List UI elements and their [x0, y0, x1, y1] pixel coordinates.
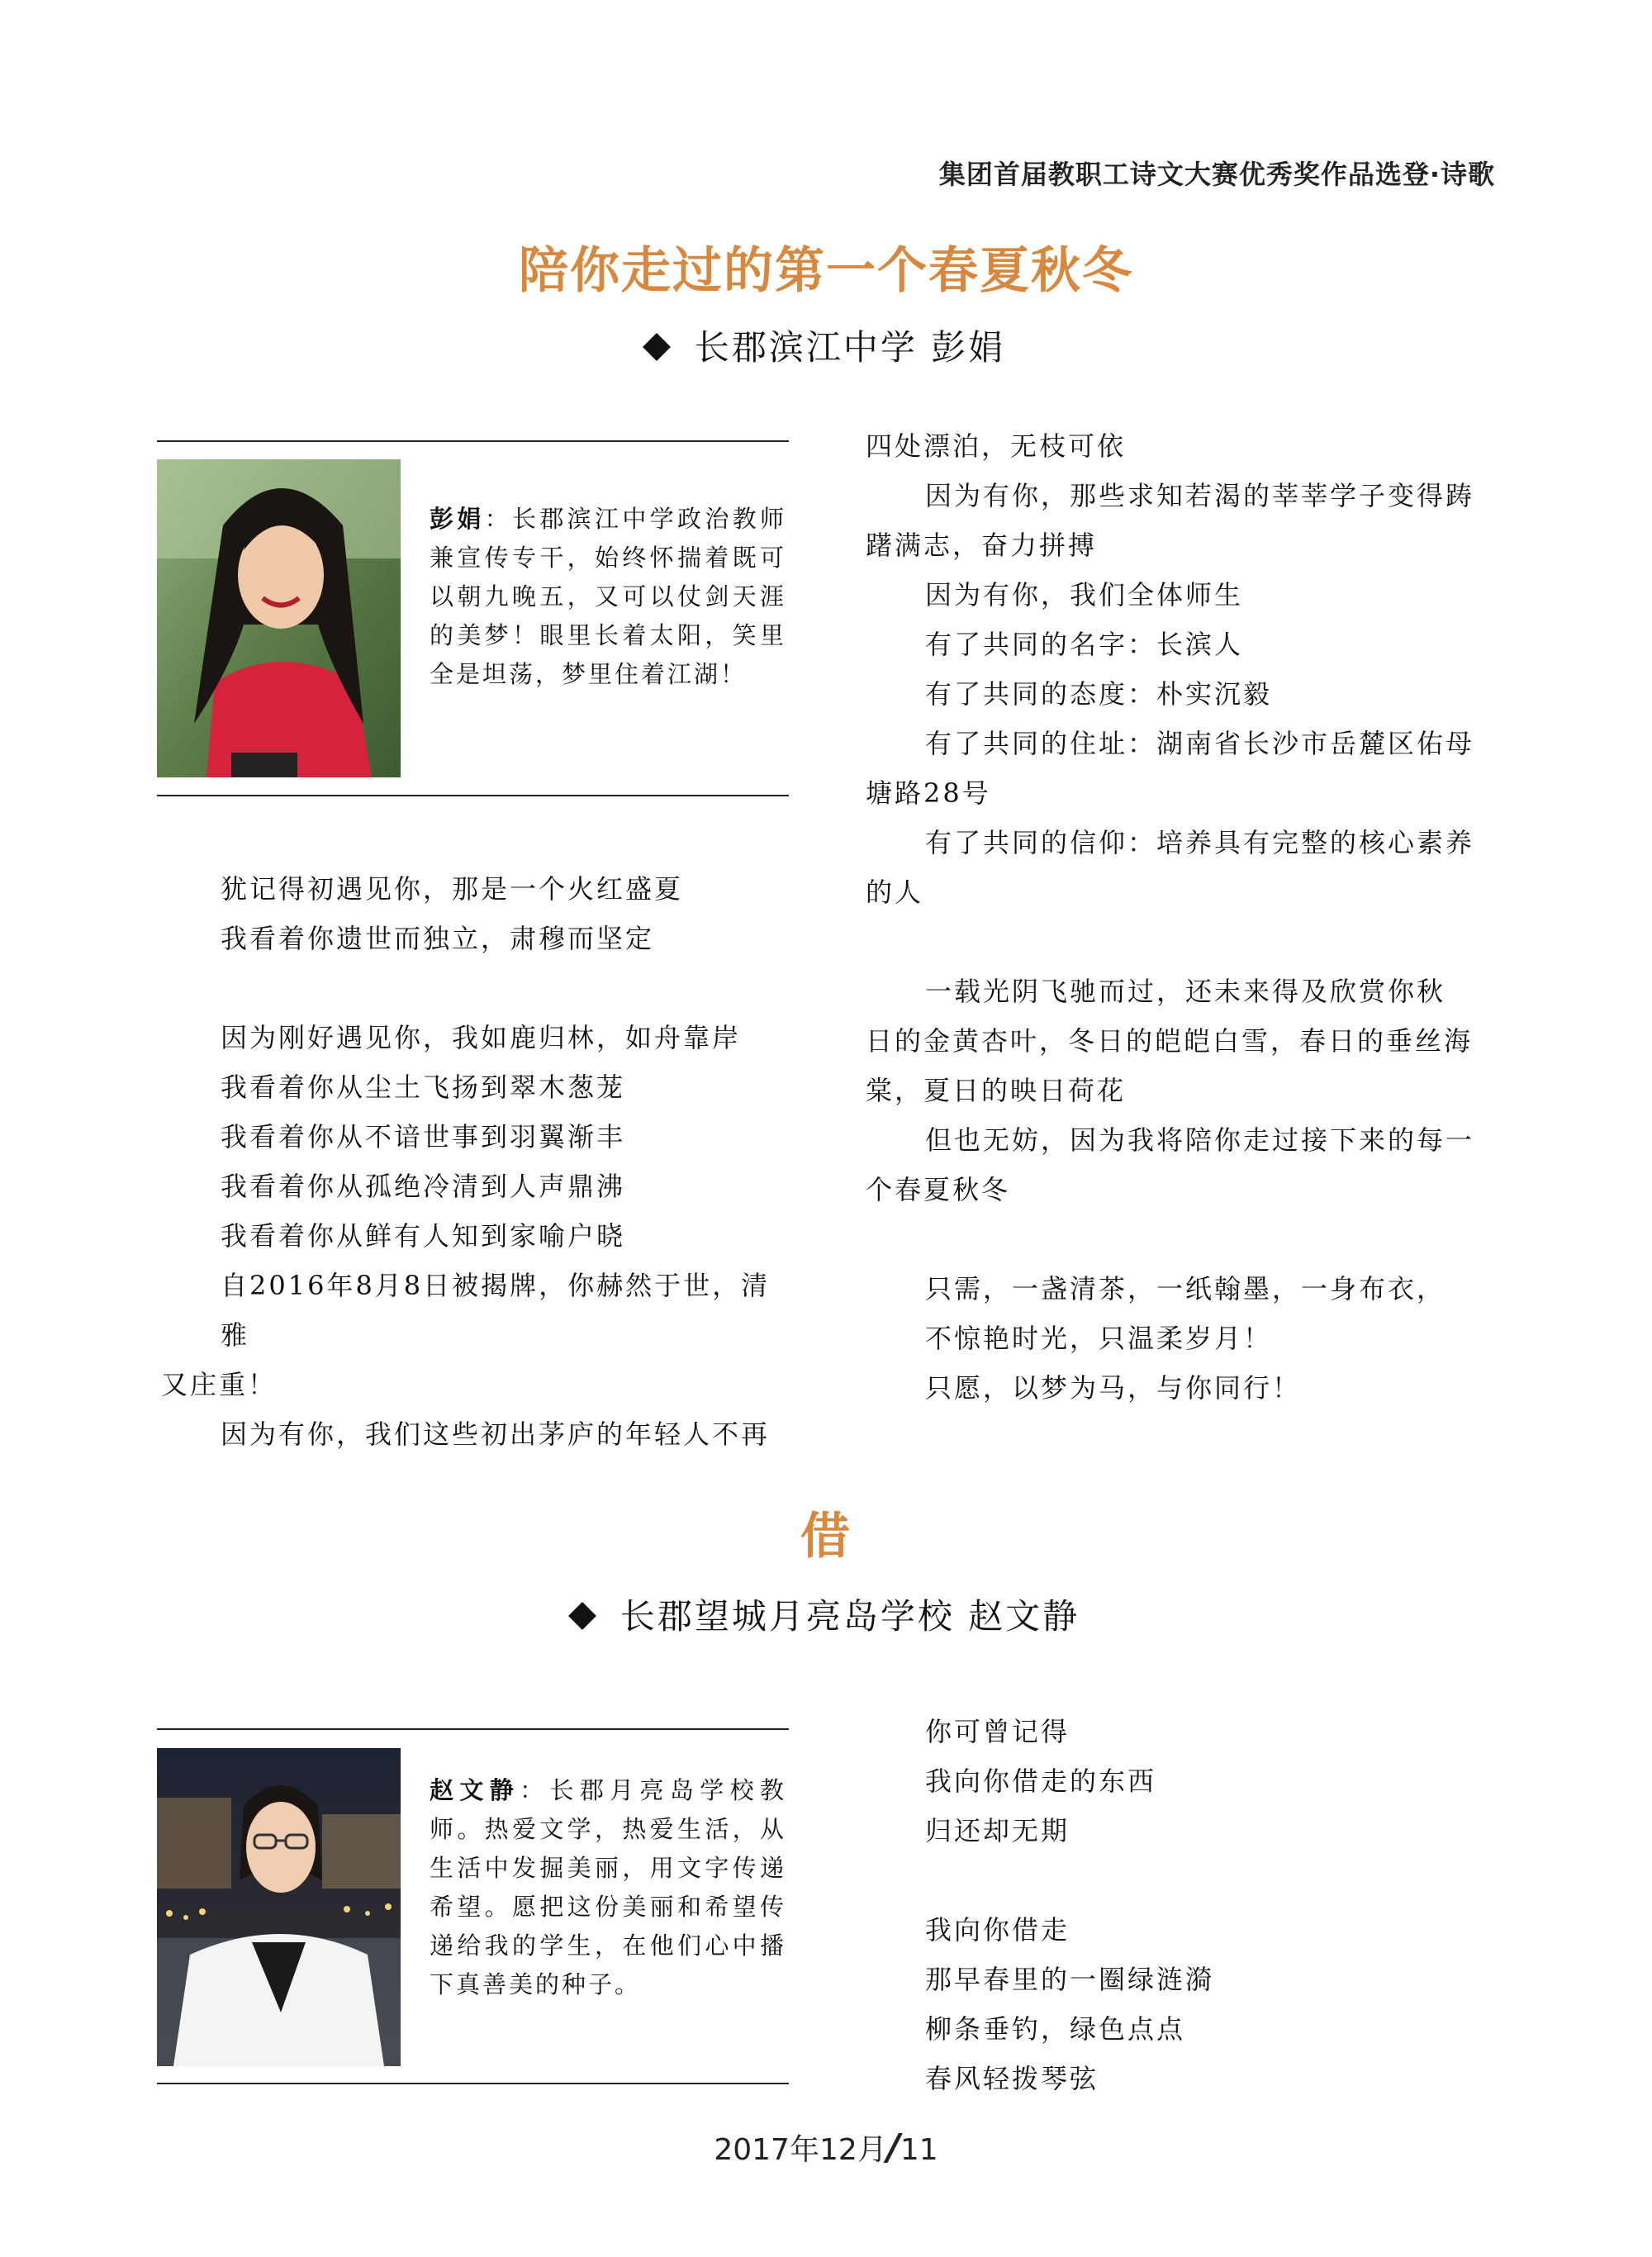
poem-line: 有了共同的住址：湖南省长沙市岳麓区佑母	[925, 728, 1475, 759]
poem-line: 春风轻拨琴弦	[925, 2063, 1099, 2094]
poem-line: 我看着你从孤绝冷清到人声鼎沸	[221, 1171, 626, 1202]
poem-line: 有了共同的信仰：培养具有完整的核心素养	[925, 827, 1475, 858]
series-title: 集团首届教职工诗文大赛优秀奖作品选登·诗歌	[938, 159, 1495, 190]
bio1-bottom-rule	[157, 795, 789, 796]
poem1-right-column	[866, 421, 1510, 1413]
author2-bio-text: ：长郡月亮岛学校教师。热爱文学，热爱生活，从生活中发掘美丽，用文字传递希望。愿把这份美丽和希望传递给我的学生，在他们心中播下真善美的种子。	[430, 1776, 786, 1998]
author1-photo	[157, 459, 401, 777]
poem-line: 个春夏秋冬	[866, 1174, 1011, 1205]
poem-line: 因为刚好遇见你，我如鹿归林，如舟靠岸	[221, 1022, 742, 1053]
poem1-title: 陪你走过的第一个春夏秋冬	[519, 242, 1133, 300]
poem-line: 不惊艳时光，只温柔岁月！	[925, 1323, 1273, 1354]
poem-line: 柳条垂钓，绿色点点	[925, 2013, 1186, 2045]
poem-line: 躇满志，奋力拼搏	[866, 530, 1098, 561]
poem-line: 因为有你，我们这些初出茅庐的年轻人不再	[221, 1418, 771, 1450]
stanza-break	[866, 1855, 1510, 1905]
poem2-title: 借	[800, 1508, 852, 1566]
poem1-author: 长郡滨江中学 彭娟	[694, 327, 1006, 368]
poem-line: 只需，一盏清茶，一纸翰墨，一身布衣，	[925, 1273, 1446, 1304]
poem1-left-column	[161, 864, 789, 1459]
poem-line: 日的金黄杏叶，冬日的皑皑白雪，春日的垂丝海	[866, 1025, 1474, 1057]
poem-line: 我看着你从尘土飞扬到翠木葱茏	[221, 1071, 626, 1103]
bio2-top-rule	[157, 1728, 789, 1730]
poem-line: 因为有你，那些求知若渴的莘莘学子变得踌	[925, 480, 1475, 511]
poem-line: 有了共同的名字：长滨人	[925, 629, 1244, 660]
poem-line: 你可曾记得	[925, 1716, 1070, 1747]
poem-line: 四处漂泊，无枝可依	[866, 430, 1127, 462]
author2-bio	[430, 1771, 786, 2004]
bio2-bottom-rule	[157, 2083, 789, 2084]
issue-date: 2017年12月	[714, 2133, 887, 2167]
author1-bio	[430, 500, 786, 694]
poem2-author-line	[0, 1589, 1652, 1639]
author2-name: 赵文静	[430, 1776, 520, 1804]
stanza-break	[866, 917, 1510, 967]
poem-line: 的人	[866, 877, 924, 908]
poem-line: 自2016年8月8日被揭牌，你赫然于世，清雅	[221, 1270, 771, 1351]
poem-line: 我向你借走	[925, 1914, 1070, 1946]
diamond-bullet-icon	[568, 1602, 596, 1630]
poem-line: 我看着你从鲜有人知到家喻户晓	[221, 1220, 626, 1252]
poem-line: 因为有你，我们全体师生	[925, 579, 1244, 611]
poem-line: 那早春里的一圈绿涟漪	[925, 1964, 1215, 1995]
author1-name: 彭娟	[430, 505, 485, 533]
poem-line: 我向你借走的东西	[925, 1765, 1157, 1797]
footer-slash: /	[886, 2126, 900, 2169]
stanza-break	[866, 1214, 1510, 1264]
poem-line: 我看着你遗世而独立，肃穆而坚定	[221, 923, 655, 954]
page-number: 11	[900, 2133, 938, 2167]
diamond-bullet-icon	[643, 333, 671, 361]
poem-line: 棠，夏日的映日荷花	[866, 1075, 1127, 1106]
poem1-author-line	[0, 321, 1652, 370]
poem-line: 归还却无期	[925, 1815, 1070, 1846]
author1-bio-text: ：长郡滨江中学政治教师兼宣传专干，始终怀揣着既可以朝九晚五，又可以仗剑天涯的美梦！眼里长着太阳，笑里全是坦荡，梦里住着江湖！	[430, 505, 786, 688]
poem-line: 我看着你从不谙世事到羽翼渐丰	[221, 1121, 626, 1152]
poem-line: 塘路28号	[866, 777, 991, 809]
poem-line: 一载光阴飞驰而过，还未来得及欣赏你秋	[925, 976, 1446, 1007]
poem-line: 又庄重！	[161, 1369, 278, 1400]
poem2-right-column	[866, 1707, 1510, 2103]
poem-line: 犹记得初遇见你，那是一个火红盛夏	[221, 873, 684, 905]
bio1-top-rule	[157, 440, 789, 442]
poem-line: 只愿，以梦为马，与你同行！	[925, 1372, 1302, 1404]
author2-photo	[157, 1748, 401, 2066]
page-footer	[0, 2126, 1652, 2169]
poem2-author: 长郡望城月亮岛学校 赵文静	[620, 1596, 1080, 1637]
poem-line: 但也无妨，因为我将陪你走过接下来的每一	[925, 1124, 1475, 1156]
stanza-break	[161, 963, 789, 1013]
poem-line: 有了共同的态度：朴实沉毅	[925, 678, 1273, 710]
